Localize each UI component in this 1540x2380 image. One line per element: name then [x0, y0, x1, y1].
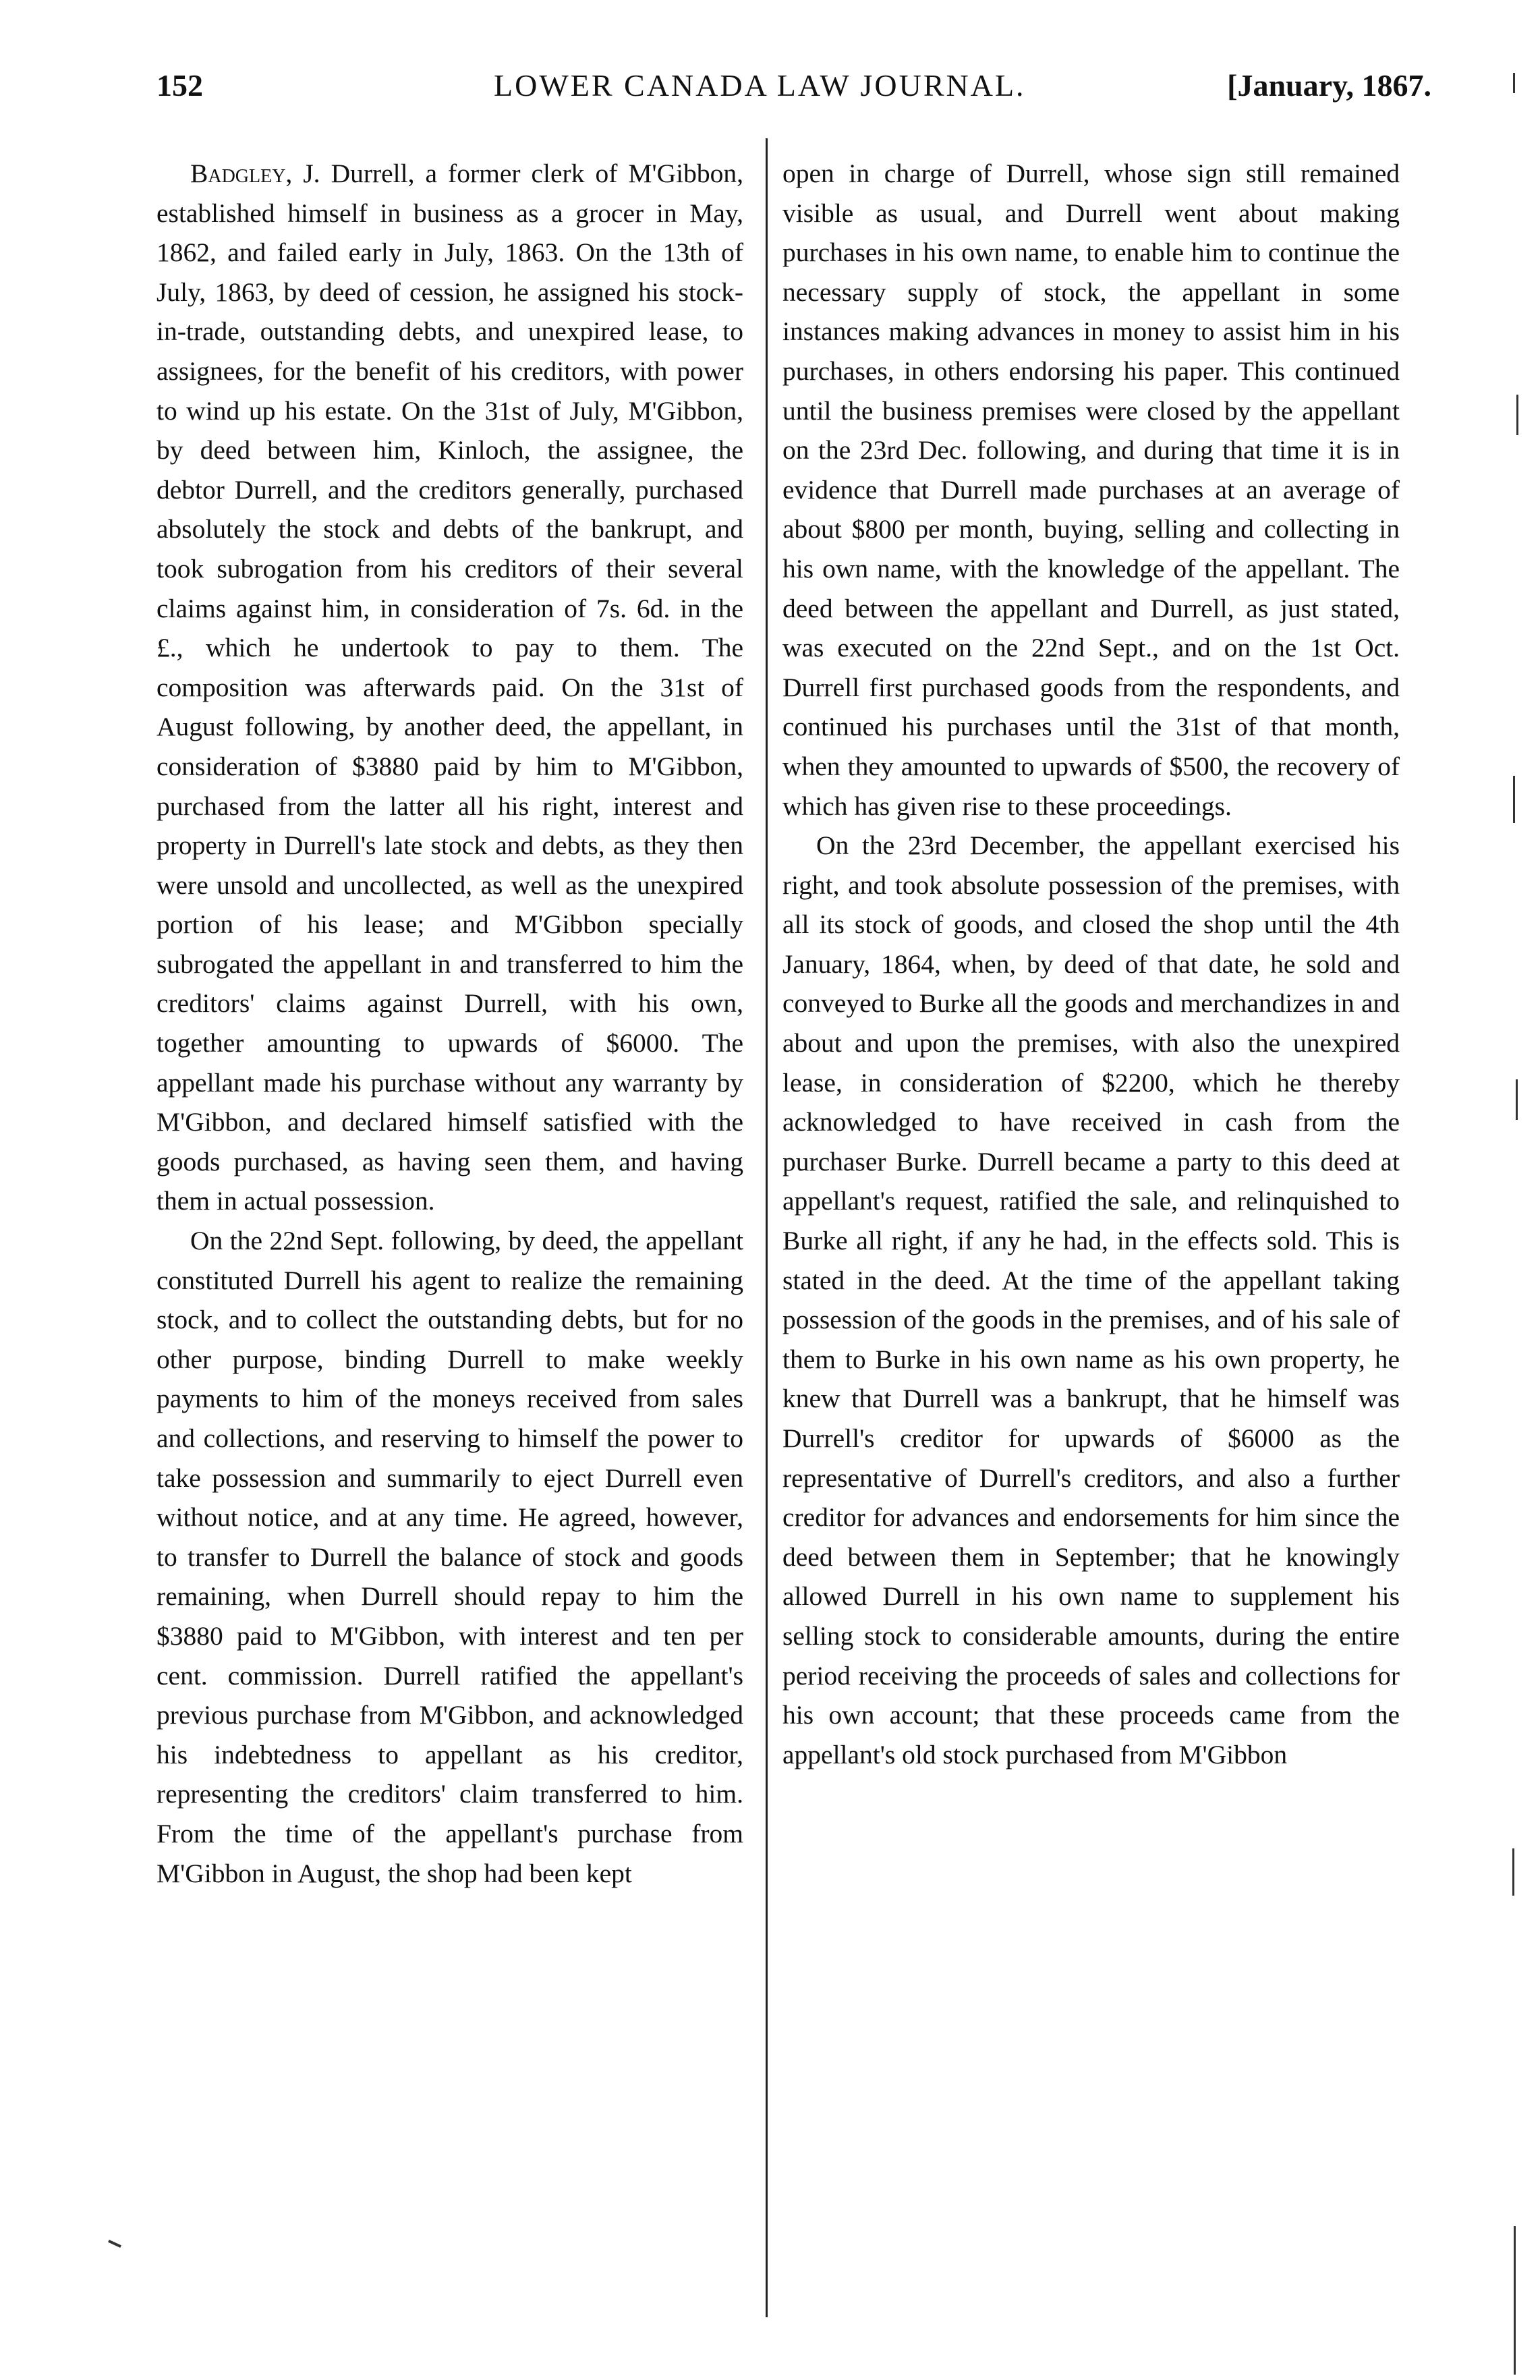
- issue-date: [January, 1867.: [1227, 68, 1431, 103]
- page-number: 152: [156, 68, 203, 103]
- scan-speck: [108, 2240, 121, 2248]
- paragraph-text: Durrell, a former clerk of M'Gibbon, established himself in business as a grocer in May, 1862, and failed early in July, 1863. On the 13th of July, 1863, by deed of cession, he assigned his stock-in-trade, outstanding debts, and unexpired lease, to assignees, for the benefit of his creditors, with power to wind up his estate. On the 31st of July, M'Gibbon, by deed between him, Kinloch, the assignee, the debtor Durrell, and the creditors generally, purchased absolutely the stock and debts of the bankrupt, and took subrogation from his creditors of their several claims against him, in consideration of 7s. 6d. in the £., which he undertook to pay to them. The composition was afterwards paid. On the 31st of August following, by another deed, the appellant, in consideration of $3880 paid by him to M'Gibbon, purchased from the latter all his right, interest and property in Durrell's late stock and debts, as they then were unsold and uncollected, as well as the unexpired portion of his lease; and M'Gibbon specially subrogated the appellant in and transferred to him the creditors' claims against Durrell, with his own, together amounting to upwards of $6000. The appellant made his purchase without any warranty by M'Gibbon, and declared himself satisfied with the goods purchased, as having seen them, and having them in actual possession.: [156, 159, 743, 1216]
- left-column: [156, 154, 743, 1893]
- scan-margin-mark: [1513, 73, 1515, 93]
- right-column: [782, 154, 1400, 1774]
- scan-margin-mark: [1516, 1079, 1518, 1120]
- column-divider: [766, 138, 768, 2317]
- running-header: [156, 67, 1458, 121]
- paragraph: [156, 154, 743, 1221]
- scan-margin-mark: [1513, 776, 1515, 823]
- scan-margin-mark: [1512, 1848, 1514, 1896]
- scan-margin-mark: [1516, 395, 1518, 435]
- judge-name: Badgley, J.: [190, 159, 320, 188]
- paragraph: On the 23rd December, the appellant exercised his right, and took absolute possession of the premises, with all its stock of goods, and closed the shop until the 4th January, 1864, when, by deed of that date, he sold and conveyed to Burke all the goods and merchandizes in and about and upon the premises, with also the unexpired lease, in consideration of $2200, which he thereby acknowledged to have received in cash from the purchaser Burke. Durrell became a party to this deed at appellant's request, ratified the sale, and relinquished to Burke all right, if any he had, in the effects sold. This is stated in the deed. At the time of the appellant taking possession of the goods in the premises, and of his sale of them to Burke in his own name as his own property, he knew that Durrell was a bankrupt, that he himself was Durrell's creditor for upwards of $6000 as the representative of Durrell's creditors, and also a further creditor for advances and endorsements for him since the deed between them in September; that he knowingly allowed Durrell in his own name to supplement his selling stock to considerable amounts, during the entire period receiving the proceeds of sales and collections for his own account; that these proceeds came from the appellant's old stock purchased from M'Gibbon: [782, 830, 1400, 1769]
- scan-margin-mark: [1514, 2226, 1516, 2375]
- paragraph: open in charge of Durrell, whose sign still remained visible as usual, and Durrell went about making purchases in his own name, to enable him to continue the necessary supply of stock, the appellant in some instances making advances in money to assist him in his purchases, in others endorsing his paper. This continued until the business premises were closed by the appellant on the 23rd Dec. following, and during that time it is in evidence that Durrell made purchases at an average of about $800 per month, buying, selling and collecting in his own name, with the knowledge of the appellant. The deed between the appellant and Durrell, as just stated, was executed on the 22nd Sept., and on the 1st Oct. Durrell first purchased goods from the respondents, and continued his purchases until the 31st of that month, when they amounted to upwards of $500, the recovery of which has given rise to these proceedings.: [782, 159, 1400, 821]
- journal-title: LOWER CANADA LAW JOURNAL.: [494, 68, 1026, 103]
- paragraph: On the 22nd Sept. following, by deed, the appellant constituted Durrell his agent to realize the remaining stock, and to collect the outstanding debts, but for no other purpose, binding Durrell to make weekly payments to him of the moneys received from sales and collections, and reserving to himself the power to take possession and summarily to eject Durrell even without notice, and at any time. He agreed, however, to transfer to Durrell the balance of stock and goods remaining, when Durrell should repay to him the $3880 paid to M'Gibbon, with interest and ten per cent. commission. Durrell ratified the appellant's previous purchase from M'Gibbon, and acknowledged his indebtedness to appellant as his creditor, representing the creditors' claim transferred to him. From the time of the appellant's purchase from M'Gibbon in August, the shop had been kept: [156, 1226, 743, 1888]
